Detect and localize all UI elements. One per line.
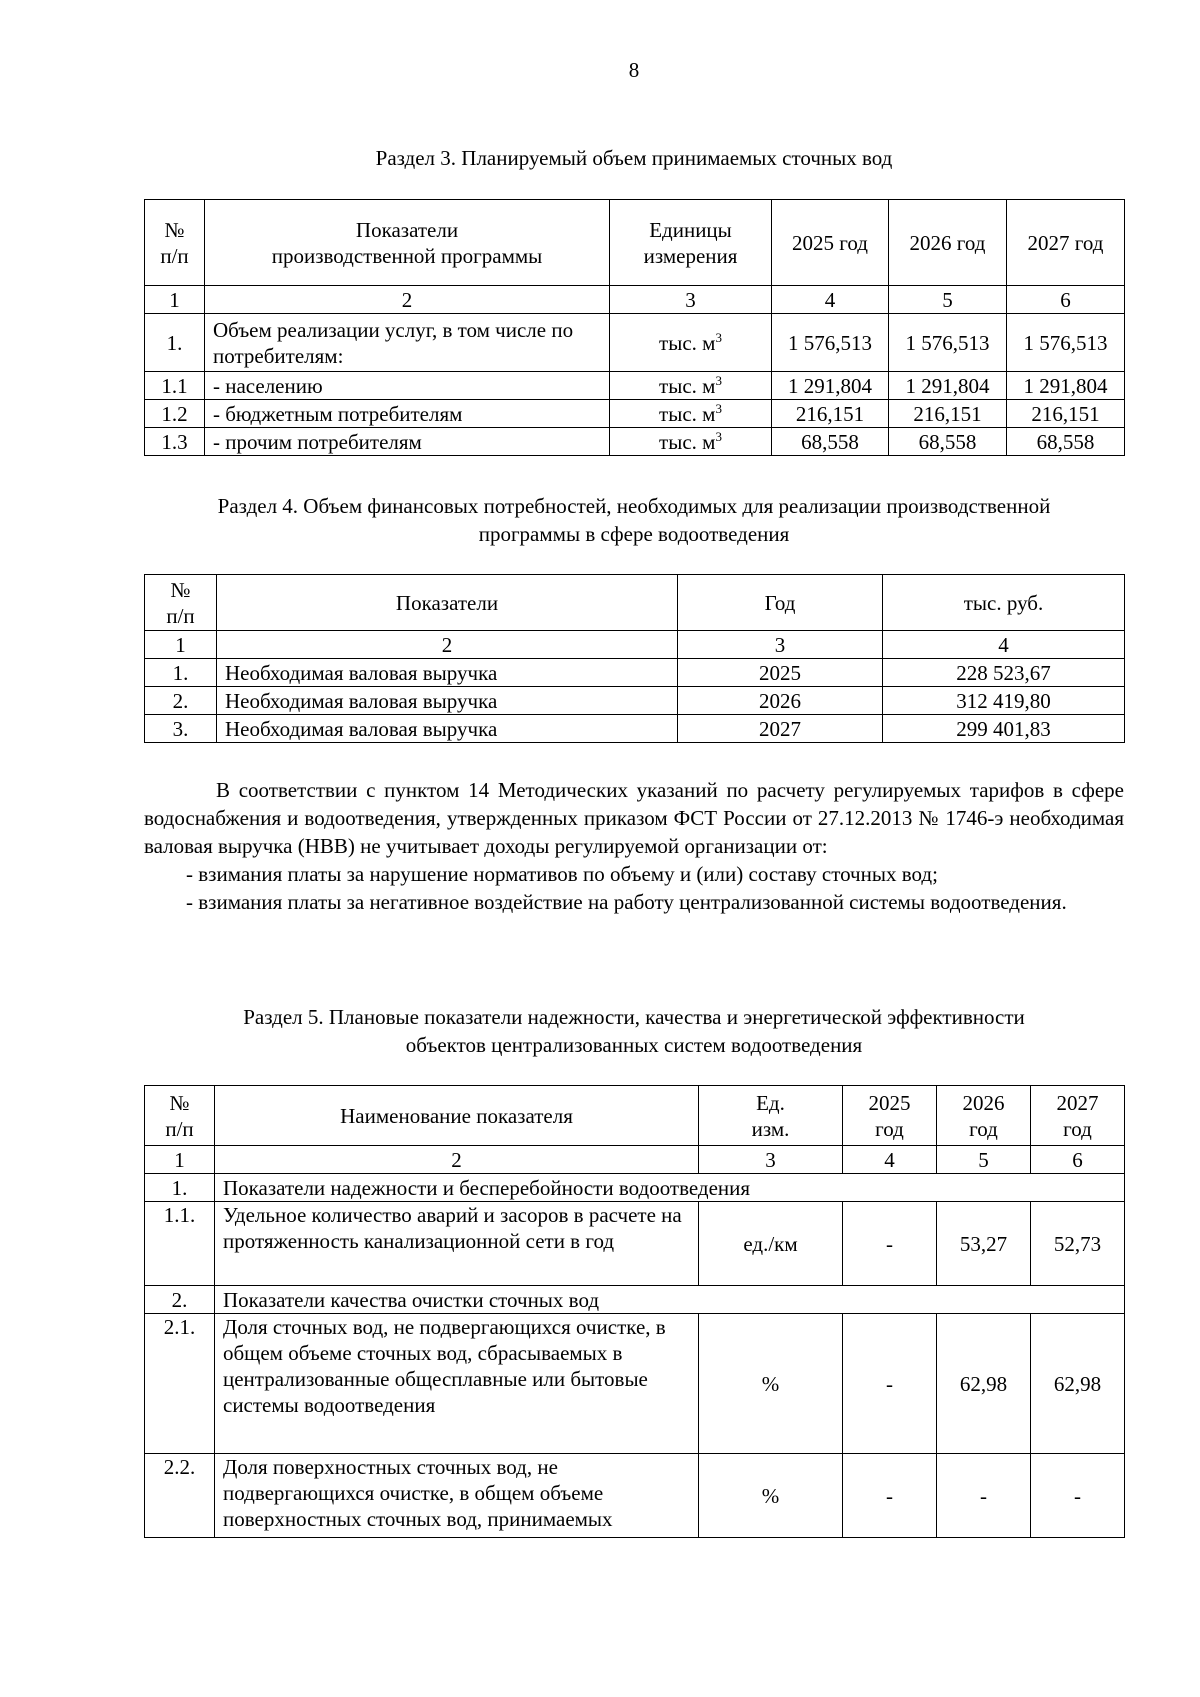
header-cell: 2025 год xyxy=(843,1086,937,1146)
value-2025: 216,151 xyxy=(772,400,889,428)
header-cell: Единицы измерения xyxy=(610,200,772,286)
row-year: 2026 xyxy=(678,687,883,715)
value-2025: 1 291,804 xyxy=(772,372,889,400)
group-row xyxy=(145,1286,1125,1314)
row-name: - прочим потребителям xyxy=(205,428,610,456)
row-name: Удельное количество аварий и засоров в расчете на протяженность канализационной сети в год xyxy=(215,1202,699,1286)
row-name: Доля поверхностных сточных вод, не подвергающихся очистке, в общем объеме поверхностных сточных вод, принимаемых xyxy=(215,1454,699,1538)
value-2025: - xyxy=(843,1454,937,1538)
column-number: 2 xyxy=(217,631,678,659)
row-name: Необходимая валовая выручка xyxy=(217,687,678,715)
row-number: 3. xyxy=(145,715,217,743)
section5-title-line2: объектов централизованных систем водоотведения xyxy=(405,1033,863,1057)
table-header-row xyxy=(145,1086,1125,1146)
header-cell: 2027 год xyxy=(1031,1086,1125,1146)
row-unit: тыс. $м^3$ xyxy=(610,314,772,372)
column-number: 4 xyxy=(883,631,1125,659)
table-row xyxy=(145,372,1125,400)
table-row xyxy=(145,314,1125,372)
row-number: 1.2 xyxy=(145,400,205,428)
row-number: 2.2. xyxy=(145,1454,215,1538)
value-2025: 1 576,513 xyxy=(772,314,889,372)
value-2026: - xyxy=(937,1454,1031,1538)
section4-title xyxy=(144,492,1124,548)
group-number: 1. xyxy=(145,1174,215,1202)
group-name: Показатели надежности и бесперебойности водоотведения xyxy=(215,1174,1125,1202)
value-2027: 62,98 xyxy=(1031,1314,1125,1454)
column-number: 1 xyxy=(145,286,205,314)
row-name: - бюджетным потребителям xyxy=(205,400,610,428)
paragraph-main: В соответствии с пунктом 14 Методических указаний по расчету регулируемых тарифов в сфере водоснабжения и водоотведения, утвержденных приказом ФСТ России от 27.12.2013 № 1746-э необходимая валовая выручка (НВВ) не учитывает доходы регулируемой организации от: xyxy=(144,778,1124,858)
table-row xyxy=(145,1454,1125,1538)
row-unit: тыс. $м^3$ xyxy=(610,372,772,400)
column-number-row xyxy=(145,631,1125,659)
table-row xyxy=(145,1314,1125,1454)
row-number: 1.1 xyxy=(145,372,205,400)
column-number: 3 xyxy=(699,1146,843,1174)
value-2026: 68,558 xyxy=(889,428,1007,456)
column-number: 5 xyxy=(889,286,1007,314)
page-number: 8 xyxy=(628,58,640,82)
value-2027: 68,558 xyxy=(1007,428,1125,456)
column-number: 1 xyxy=(145,1146,215,1174)
column-number: 2 xyxy=(205,286,610,314)
row-number: 1.3 xyxy=(145,428,205,456)
header-cell: Ед. изм. xyxy=(699,1086,843,1146)
row-unit: тыс. $м^3$ xyxy=(610,428,772,456)
row-name: Доля сточных вод, не подвергающихся очистке, в общем объеме сточных вод, сбрасываемых в централизованные общесплавные или бытовые системы водоотведения xyxy=(215,1314,699,1454)
value-2027: 1 576,513 xyxy=(1007,314,1125,372)
section4-title-line1: Раздел 4. Объем финансовых потребностей, необходимых для реализации производственной xyxy=(217,494,1051,518)
header-cell: 2026 год xyxy=(937,1086,1031,1146)
row-unit: ед./км xyxy=(699,1202,843,1286)
value-2025: 68,558 xyxy=(772,428,889,456)
row-number: 1. xyxy=(145,659,217,687)
section4-title-line2: программы в сфере водоотведения xyxy=(478,522,790,546)
column-number: 3 xyxy=(678,631,883,659)
header-cell: № п/п xyxy=(145,1086,215,1146)
table-row xyxy=(145,428,1125,456)
header-cell: 2027 год xyxy=(1007,200,1125,286)
row-number: 2.1. xyxy=(145,1314,215,1454)
header-cell: № п/п xyxy=(145,200,205,286)
value-2026: 1 576,513 xyxy=(889,314,1007,372)
row-amount: 228 523,67 xyxy=(883,659,1125,687)
column-number: 4 xyxy=(843,1146,937,1174)
section4-table xyxy=(144,574,1125,743)
header-cell: 2025 год xyxy=(772,200,889,286)
row-name: Объем реализации услуг, в том числе по потребителям: xyxy=(205,314,610,372)
column-number: 5 xyxy=(937,1146,1031,1174)
row-number: 1.1. xyxy=(145,1202,215,1286)
paragraph-bullet-1: - взимания платы за нарушение нормативов по объему и (или) составу сточных вод; xyxy=(186,862,938,886)
table-row xyxy=(145,1202,1125,1286)
header-cell: Показатели xyxy=(217,575,678,631)
table-header-row xyxy=(145,200,1125,286)
value-2025: - xyxy=(843,1202,937,1286)
header-cell: тыс. руб. xyxy=(883,575,1125,631)
table-row xyxy=(145,715,1125,743)
section3-title: Раздел 3. Планируемый объем принимаемых сточных вод xyxy=(375,146,893,170)
row-year: 2025 xyxy=(678,659,883,687)
table-row xyxy=(145,687,1125,715)
row-amount: 299 401,83 xyxy=(883,715,1125,743)
table-row xyxy=(145,400,1125,428)
row-unit: % xyxy=(699,1454,843,1538)
value-2025: - xyxy=(843,1314,937,1454)
group-row xyxy=(145,1174,1125,1202)
table-row xyxy=(145,659,1125,687)
column-number-row xyxy=(145,1146,1125,1174)
column-number: 4 xyxy=(772,286,889,314)
header-cell: Наименование показателя xyxy=(215,1086,699,1146)
paragraph-bullet-2: - взимания платы за негативное воздействие на работу централизованной системы водоотведения. xyxy=(186,890,1067,914)
row-number: 2. xyxy=(145,687,217,715)
value-2026: 1 291,804 xyxy=(889,372,1007,400)
value-2026: 216,151 xyxy=(889,400,1007,428)
table-header-row xyxy=(145,575,1125,631)
value-2027: 52,73 xyxy=(1031,1202,1125,1286)
nvv-paragraph xyxy=(144,776,1124,916)
header-cell: № п/п xyxy=(145,575,217,631)
column-number-row xyxy=(145,286,1125,314)
column-number: 2 xyxy=(215,1146,699,1174)
value-2026: 53,27 xyxy=(937,1202,1031,1286)
row-number: 1. xyxy=(145,314,205,372)
row-name: Необходимая валовая выручка xyxy=(217,715,678,743)
value-2026: 62,98 xyxy=(937,1314,1031,1454)
row-amount: 312 419,80 xyxy=(883,687,1125,715)
group-name: Показатели качества очистки сточных вод xyxy=(215,1286,1125,1314)
column-number: 1 xyxy=(145,631,217,659)
section3-table xyxy=(144,199,1125,456)
row-year: 2027 xyxy=(678,715,883,743)
section5-title xyxy=(144,1003,1124,1059)
row-unit: тыс. $м^3$ xyxy=(610,400,772,428)
column-number: 6 xyxy=(1031,1146,1125,1174)
row-name: Необходимая валовая выручка xyxy=(217,659,678,687)
row-unit: % xyxy=(699,1314,843,1454)
column-number: 3 xyxy=(610,286,772,314)
header-cell: Показатели производственной программы xyxy=(205,200,610,286)
header-cell: Год xyxy=(678,575,883,631)
column-number: 6 xyxy=(1007,286,1125,314)
value-2027: 1 291,804 xyxy=(1007,372,1125,400)
header-cell: 2026 год xyxy=(889,200,1007,286)
value-2027: - xyxy=(1031,1454,1125,1538)
value-2027: 216,151 xyxy=(1007,400,1125,428)
section5-table xyxy=(144,1085,1125,1538)
row-name: - населению xyxy=(205,372,610,400)
section5-title-line1: Раздел 5. Плановые показатели надежности, качества и энергетической эффективности xyxy=(243,1005,1025,1029)
group-number: 2. xyxy=(145,1286,215,1314)
